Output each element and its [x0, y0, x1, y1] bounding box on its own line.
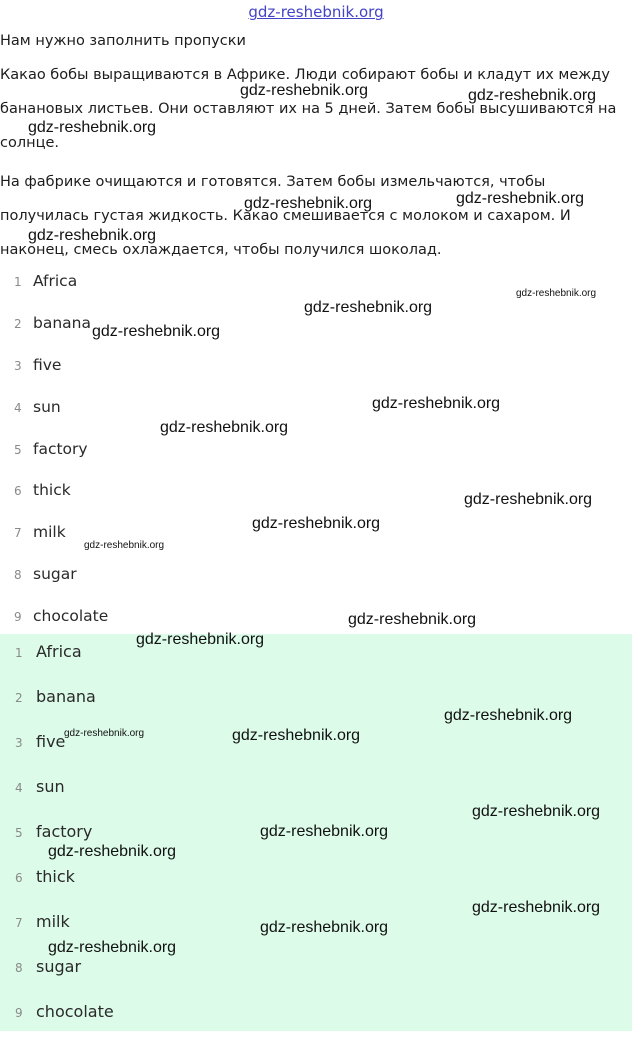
- watermark: gdz-reshebnik.org: [84, 540, 165, 551]
- paragraph-1-line-2: банановых листьев. Они оставляют их на 5 дней. Затем бобы высушиваются на: [0, 101, 617, 117]
- item-number: 4: [15, 781, 23, 795]
- watermark: gdz-reshebnik.org: [64, 728, 145, 739]
- answer-list: [0, 262, 632, 639]
- item-number: 1: [15, 646, 23, 660]
- watermark: gdz-reshebnik.org: [48, 939, 177, 956]
- watermark: gdz-reshebnik.org: [28, 227, 157, 244]
- item-number: 3: [14, 358, 22, 373]
- item-number: 2: [15, 691, 23, 705]
- watermark: gdz-reshebnik.org: [92, 323, 221, 340]
- item-word: chocolate: [33, 607, 109, 626]
- paragraph-2-line-3: наконец, смесь охлаждается, чтобы получился шоколад.: [0, 242, 442, 258]
- item-word: thick: [33, 481, 71, 500]
- item-word: sugar: [33, 565, 77, 584]
- item-number: 6: [14, 484, 22, 499]
- list-item: [0, 994, 632, 1039]
- item-number: 9: [15, 1006, 23, 1020]
- task-title: Нам нужно заполнить пропуски: [0, 33, 246, 49]
- item-number: 5: [15, 826, 23, 840]
- list-item: [0, 555, 632, 597]
- paragraph-1-line-3: солнце.: [0, 135, 59, 151]
- site-link[interactable]: gdz-reshebnik.org: [248, 3, 384, 21]
- watermark: gdz-reshebnik.org: [160, 419, 289, 436]
- item-word: chocolate: [36, 1002, 114, 1021]
- item-word: banana: [36, 687, 96, 706]
- item-word: five: [33, 355, 62, 374]
- watermark: gdz-reshebnik.org: [456, 190, 585, 207]
- item-number: 1: [14, 275, 22, 289]
- paragraph-2-line-2: получилась густая жидкость. Какао смешивается с молоком и сахаром. И: [0, 208, 571, 224]
- item-word: milk: [33, 523, 66, 542]
- watermark: gdz-reshebnik.org: [136, 631, 265, 648]
- list-item: [0, 388, 632, 430]
- item-word: sugar: [36, 957, 82, 976]
- watermark: gdz-reshebnik.org: [240, 82, 369, 99]
- item-word: sun: [33, 397, 61, 416]
- list-item: [0, 430, 632, 472]
- paragraph-1-line-1: Какао бобы выращиваются в Африке. Люди собирают бобы и кладут их между: [0, 67, 610, 83]
- watermark: gdz-reshebnik.org: [28, 119, 157, 136]
- watermark: gdz-reshebnik.org: [304, 299, 433, 316]
- item-word: milk: [36, 912, 70, 931]
- item-number: 9: [14, 610, 22, 625]
- watermark: gdz-reshebnik.org: [252, 515, 381, 532]
- item-number: 8: [14, 568, 22, 583]
- task-paragraph-1: [0, 58, 630, 160]
- watermark: gdz-reshebnik.org: [48, 843, 177, 860]
- item-word: Africa: [36, 642, 82, 661]
- item-word: Africa: [33, 272, 78, 290]
- item-number: 3: [15, 736, 23, 750]
- item-word: thick: [36, 867, 75, 886]
- item-number: 5: [14, 442, 22, 457]
- item-word: factory: [33, 439, 88, 458]
- item-number: 7: [15, 916, 23, 930]
- item-number: 2: [14, 316, 22, 331]
- watermark: gdz-reshebnik.org: [444, 707, 573, 724]
- list-item: [0, 634, 632, 679]
- task-paragraph-2: [0, 165, 630, 267]
- item-word: five: [36, 732, 66, 751]
- watermark: gdz-reshebnik.org: [232, 727, 361, 744]
- item-word: factory: [36, 822, 93, 841]
- watermark: gdz-reshebnik.org: [516, 288, 597, 299]
- watermark: gdz-reshebnik.org: [472, 803, 601, 820]
- item-number: 4: [14, 400, 22, 415]
- watermark: gdz-reshebnik.org: [468, 87, 597, 104]
- watermark: gdz-reshebnik.org: [464, 491, 593, 508]
- paragraph-2-line-1: На фабрике очищаются и готовятся. Затем бобы измельчаются, чтобы: [0, 174, 546, 190]
- item-number: 8: [15, 961, 23, 975]
- item-number: 6: [15, 871, 23, 885]
- watermark: gdz-reshebnik.org: [472, 899, 601, 916]
- watermark: gdz-reshebnik.org: [348, 611, 477, 628]
- list-item: [0, 597, 632, 639]
- watermark: gdz-reshebnik.org: [260, 919, 389, 936]
- watermark: gdz-reshebnik.org: [260, 823, 389, 840]
- item-word: banana: [33, 313, 91, 332]
- watermark: gdz-reshebnik.org: [244, 195, 373, 212]
- list-item: [0, 859, 632, 904]
- item-word: sun: [36, 777, 65, 796]
- watermark: gdz-reshebnik.org: [372, 395, 501, 412]
- item-number: 7: [14, 526, 22, 541]
- list-item: [0, 346, 632, 388]
